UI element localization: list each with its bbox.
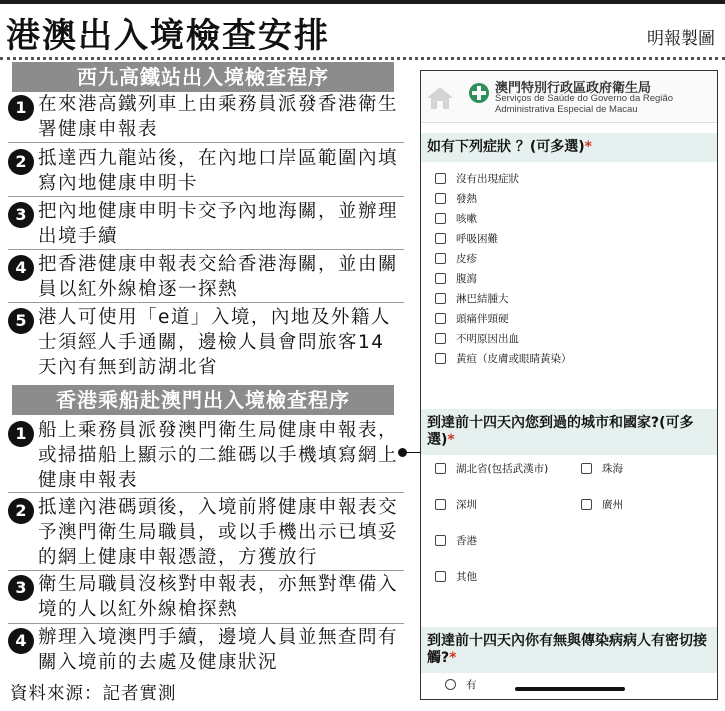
question-label: 到達前十四天內你有無與傳染病病人有密切接觸? [427, 633, 707, 666]
step-text: 衛生局職員沒核對申報表，亦無對準備入境的人以紅外線槍探熱 [38, 574, 399, 620]
step-text: 在來港高鐵列車上由乘務員派發香港衛生署健康申報表 [38, 94, 399, 140]
option-checkbox[interactable]: 皮疹 [435, 251, 477, 266]
option-checkbox[interactable]: 珠海 [581, 461, 623, 476]
s2-step-1 [8, 418, 404, 493]
option-checkbox[interactable]: 頭痛伴頸硬 [435, 311, 509, 326]
connector-dot [398, 448, 407, 457]
source-note: 資料來源：記者實測 [10, 684, 177, 704]
section2-banner: 香港乘船赴澳門出入境檢查程序 [12, 385, 394, 415]
s2-step-3 [8, 572, 404, 622]
step-number: 4 [8, 255, 34, 281]
divider [8, 196, 404, 197]
option-checkbox[interactable]: 不明原因出血 [435, 331, 519, 346]
step-text: 辦理入境澳門手續，邊境人員並無查問有關入境前的去處及健康狀況 [38, 627, 399, 673]
divider [8, 570, 404, 571]
step-text: 港人可使用「e道」入境，內地及外籍人士須經人手通關，邊檢人員會問旅客14天內有無到訪湖北省 [38, 307, 391, 378]
divider [8, 302, 404, 303]
step-text: 抵達西九龍站後，在內地口岸區範圍內填寫內地健康申明卡 [38, 148, 399, 194]
s1-step-1 [8, 92, 404, 142]
top-rule [0, 0, 725, 4]
question-label: 如有下列症狀 ？(可多選) [427, 139, 585, 155]
s1-step-2 [8, 146, 404, 196]
question-label: 到達前十四天內您到過的城市和國家?(可多選) [427, 415, 694, 448]
step-number: 2 [8, 149, 34, 175]
option-checkbox[interactable]: 發熱 [435, 191, 477, 206]
required-mark: * [447, 432, 455, 448]
page-title: 港澳出入境檢查安排 [6, 16, 330, 56]
option-checkbox[interactable]: 呼吸困難 [435, 231, 498, 246]
step-text: 抵達內港碼頭後，入境前將健康申報表交予澳門衛生局職員，或以手機出示已填妥的網上健康申報憑證，方獲放行 [38, 497, 399, 568]
option-checkbox[interactable]: 沒有出現症狀 [435, 171, 519, 186]
step-number: 4 [8, 628, 34, 654]
option-checkbox[interactable]: 深圳 [435, 497, 477, 512]
home-indicator-bar [515, 687, 625, 691]
divider [8, 623, 404, 624]
section1-banner: 西九高鐵站出入境檢查程序 [12, 62, 394, 92]
app-header [421, 71, 717, 123]
divider [8, 142, 404, 143]
s1-step-5 [8, 305, 404, 380]
org-name-pt-line1: Serviços de Saúde do Governo da Região [495, 93, 673, 104]
option-checkbox[interactable]: 廣州 [581, 497, 623, 512]
option-checkbox[interactable]: 淋巴結腫大 [435, 291, 509, 306]
step-number: 1 [8, 421, 34, 447]
step-number: 5 [8, 308, 34, 334]
divider [8, 492, 404, 493]
option-checkbox[interactable]: 其他 [435, 569, 477, 584]
required-mark: * [449, 650, 457, 666]
org-name-pt [495, 93, 673, 115]
step-number: 3 [8, 202, 34, 228]
s2-step-4 [8, 625, 404, 675]
option-checkbox[interactable]: 腹瀉 [435, 271, 477, 286]
divider [8, 249, 404, 250]
question-travel-history [421, 409, 717, 455]
question-symptoms [421, 133, 717, 162]
org-name-pt-line2: Administrativa Especial de Macau [495, 104, 638, 115]
option-checkbox[interactable]: 黃疸（皮膚或眼睛黃染） [435, 351, 572, 366]
step-number: 1 [8, 95, 34, 121]
s1-step-3 [8, 199, 404, 249]
dotted-divider [0, 57, 725, 60]
org-name-zh: 澳門特別行政區政府衛生局 [495, 81, 652, 96]
step-number: 3 [8, 575, 34, 601]
s1-step-4 [8, 252, 404, 302]
health-bureau-logo-icon [469, 83, 489, 103]
home-icon[interactable] [427, 87, 453, 109]
step-text: 船上乘務員派發澳門衛生局健康申報表，或掃描船上顯示的二維碼以手機填寫網上健康申報表 [38, 420, 399, 491]
step-text: 把香港健康申報表交給香港海關，並由關員以紅外線槍逐一探熱 [38, 254, 399, 300]
option-radio[interactable]: 有 [445, 677, 477, 692]
option-checkbox[interactable]: 香港 [435, 533, 477, 548]
question-close-contact [421, 627, 717, 673]
required-mark: * [584, 139, 592, 155]
credit-label: 明報製圖 [647, 29, 715, 49]
option-checkbox[interactable]: 湖北省(包括武漢市) [435, 461, 548, 476]
phone-screenshot [420, 70, 718, 700]
step-number: 2 [8, 498, 34, 524]
option-checkbox[interactable]: 咳嗽 [435, 211, 477, 226]
step-text: 把內地健康申明卡交予內地海關，並辦理出境手續 [38, 201, 399, 247]
s2-step-2 [8, 495, 404, 570]
